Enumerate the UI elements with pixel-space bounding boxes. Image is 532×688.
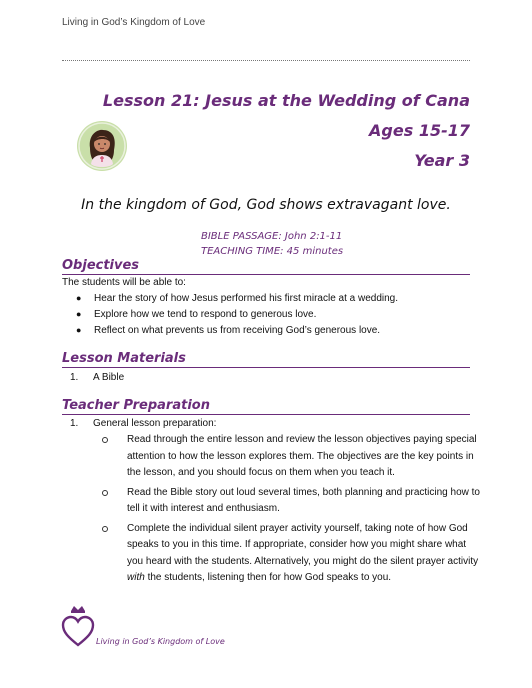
- preparation-sublist: [92, 432, 480, 590]
- list-item: 1. General lesson preparation:: [70, 418, 217, 429]
- circle-bullet-icon: [102, 437, 108, 443]
- bullet-icon: ●: [76, 293, 82, 303]
- bullet-icon: ●: [76, 325, 82, 335]
- preparation-list: [62, 416, 482, 431]
- bible-passage: BIBLE PASSAGE: John 2:1-11: [201, 231, 343, 242]
- circle-bullet-icon: [102, 526, 108, 532]
- running-header: Living in God’s Kingdom of Love: [62, 17, 206, 28]
- list-item: Complete the individual silent prayer activity yourself, taking note of how God speaks to you in this time. If appropriate, consider how you might share what you heard with the students. Alternatively, you might do the silent prayer activity with the students, listening then for how God speaks to you.: [92, 521, 480, 587]
- lesson-title: Lesson 21: Jesus at the Wedding of Cana: [102, 91, 470, 110]
- objectives-intro: The students will be able to:: [62, 277, 186, 288]
- list-item: Read the Bible story out loud several times, both planning and practicing how to tell it with interest and enthusiasm.: [92, 485, 480, 518]
- ages-label: Ages 15-17: [369, 121, 470, 140]
- materials-list: [62, 370, 482, 385]
- girl-avatar-icon: [76, 120, 128, 172]
- crown-heart-icon: [60, 603, 96, 649]
- lesson-tagline: In the kingdom of God, God shows extravagant love.: [81, 197, 451, 213]
- list-item: Read through the entire lesson and review the lesson objectives paying special attention to how the lesson explores them. The objectives are the key points in the lesson, and you should focus on them when you teach it.: [92, 432, 480, 482]
- circle-bullet-icon: [102, 490, 108, 496]
- objectives-list: [62, 291, 482, 339]
- list-item: ● Explore how we tend to respond to generous love.: [76, 309, 317, 320]
- year-label: Year 3: [414, 151, 470, 170]
- objectives-heading: Objectives: [62, 258, 470, 275]
- list-item: 1. A Bible: [70, 372, 125, 383]
- footer-text: Living in God’s Kingdom of Love: [96, 637, 225, 646]
- header-rule: [62, 60, 470, 61]
- list-item: ● Hear the story of how Jesus performed his first miracle at a wedding.: [76, 293, 399, 304]
- teaching-time: TEACHING TIME: 45 minutes: [201, 246, 344, 257]
- bullet-icon: ●: [76, 309, 82, 319]
- materials-heading: Lesson Materials: [62, 351, 470, 368]
- preparation-heading: Teacher Preparation: [62, 398, 470, 415]
- list-item: ● Reflect on what prevents us from receiving God’s generous love.: [76, 325, 381, 336]
